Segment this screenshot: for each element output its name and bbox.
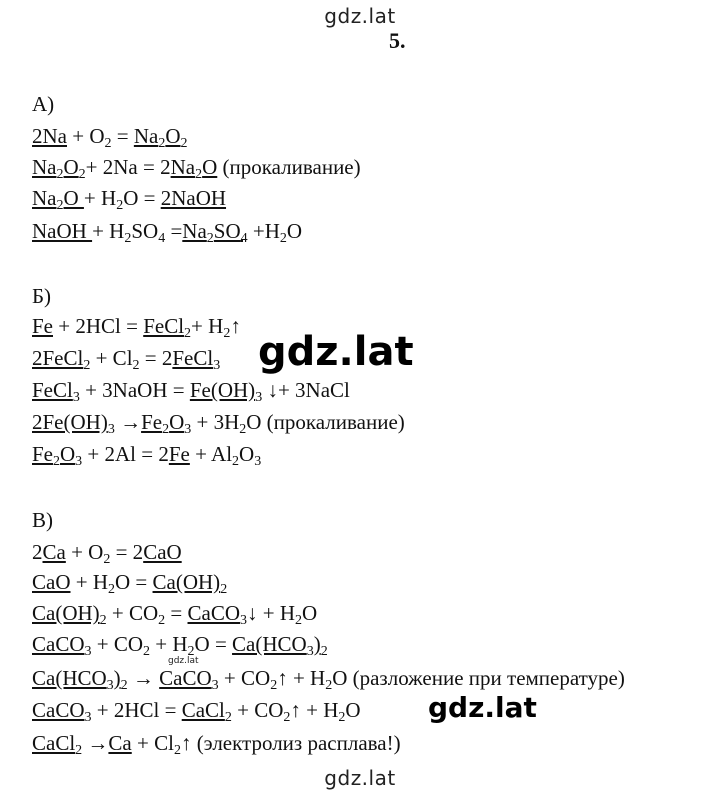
reaction-v6: CaCO$_3$ + 2HCl = CaCl$_2$ + $CO_2↑ + H_2O$	[32, 698, 361, 725]
reaction-v7: CaCl$_2$ $\to Ca + Cl_2↑$ (электролиз расплава!)	[32, 731, 401, 758]
section-b-label: Б)	[32, 284, 52, 308]
watermark-right: gdz.lat	[424, 694, 541, 722]
reaction-v2: CaO + $H_2O = Ca(OH)_2$	[32, 570, 228, 597]
watermark-top: gdz.lat	[324, 4, 396, 28]
task-number: 5.	[389, 28, 406, 53]
watermark-small: gdz.lat	[168, 656, 199, 666]
section-a-label: А)	[32, 92, 55, 116]
reaction-a1: $2Na + O_2 = Na_2O_2$	[32, 124, 188, 151]
watermark-center: gdz.lat	[258, 329, 414, 375]
reaction-b5: $Fe_2O_3 + 2Al = 2Fe + Al_2O_3$	[32, 442, 262, 469]
reaction-a4: NaOH + $H_2SO_4 =Na_2SO_4 +H_2O$	[32, 219, 303, 246]
reaction-v5: $Ca(HCO_3)_2$ → CaCO$_3$ + $CO_2↑ + H_2O$ (разложение при температуре)	[32, 666, 625, 693]
reaction-b2: 2FeCl$_2$ + $Cl_2$ = 2FeCl$_3$	[32, 346, 221, 373]
reaction-v3: $Ca(OH)_2 + CO_2$ = CaCO$_3$↓ + $H_2O$	[32, 601, 318, 628]
reaction-b3: FeCl$_3$ + 3NaOH = $Fe(OH)_3$ ↓+ 3NaCl	[32, 378, 350, 405]
reaction-b4: $2Fe(OH)_3 \to Fe_2O_3 + 3H_2O$ (прокаливание)	[32, 410, 405, 437]
watermark-bottom: gdz.lat	[324, 766, 396, 790]
reaction-b1: Fe + 2HCl = FeCl$_2$+ $H_2↑$	[32, 314, 241, 341]
reaction-v1: $2Ca + O_2 = 2CaO$	[32, 540, 182, 567]
reaction-a2: $Na_2O_2+ 2Na = 2Na_2O$ (прокаливание)	[32, 155, 361, 182]
reaction-a3: $Na_2O + H_2O$ = 2NaOH	[32, 186, 227, 213]
reaction-v4: CaCO$_3$ + $CO_2 + H_2O = Ca(HCO_3)_2$	[32, 632, 328, 659]
section-v-label: В)	[32, 508, 53, 532]
